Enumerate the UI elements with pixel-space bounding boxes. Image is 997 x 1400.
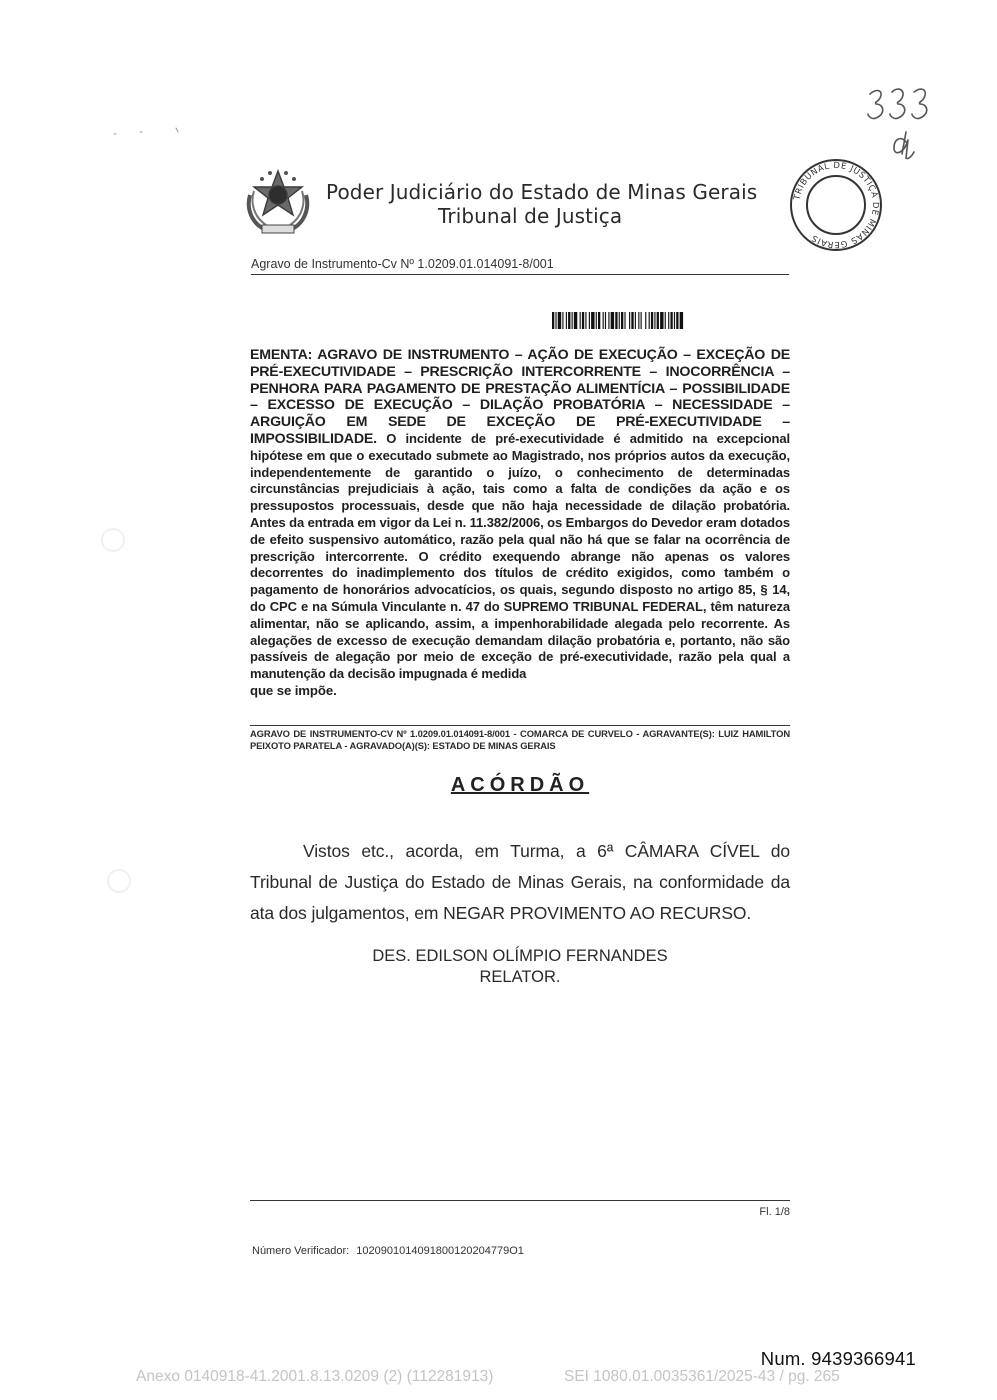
- ementa-heading: EMENTA: AGRAVO DE INSTRUMENTO – AÇÃO DE EXECUÇÃO – EXCEÇÃO DE PRÉ-EXECUTIVIDADE – PRESCRIÇÃO INTERCORRENTE – INOCORRÊNCIA – PENHORA PARA PAGAMENTO DE PRESTAÇÃO ALIMENTÍCIA – POSSIBILIDADE – EXCESSO DE EXECUÇÃO – DILAÇÃO PROBATÓRIA – NECESSIDADE – ARGUIÇÃO EM SEDE DE EXCEÇÃO DE PRÉ-EXECUTIVIDADE – IMPOSSIBILIDADE.: [250, 347, 790, 447]
- sei-reference: SEI 1080.01.0035361/2025-43 / pg. 265: [564, 1368, 840, 1385]
- barcode-bar: [585, 312, 586, 329]
- barcode-bar: [651, 312, 653, 329]
- court-name-line2: Tribunal de Justiça: [438, 204, 623, 228]
- barcode-bar: [621, 312, 623, 329]
- barcode-icon: [552, 312, 788, 329]
- barcode-bar: [596, 312, 597, 329]
- barcode-bar: [598, 312, 600, 329]
- verificador-label: Número Verificador:: [252, 1245, 350, 1257]
- ementa-last-line: que se impõe.: [250, 682, 337, 698]
- barcode-bar: [580, 312, 581, 329]
- barcode-bar: [638, 312, 639, 329]
- barcode-bar: [582, 312, 584, 329]
- case-details: AGRAVO DE INSTRUMENTO-CV Nº 1.0209.01.014091-8/001 - COMARCA DE CURVELO - AGRAVANTE(S): LUIZ HAMILTON PEIXOTO PARATELA - AGRAVADO(A)(S): ESTADO DE MINAS GERAIS: [250, 725, 790, 752]
- annex-reference: Anexo 0140918-41.2001.8.13.0209 (2) (112281913): [136, 1368, 494, 1385]
- verificador-line: [252, 1245, 752, 1257]
- barcode-bar: [562, 312, 563, 329]
- page-folha: Fl. 1/8: [759, 1206, 790, 1218]
- barcode-bar: [608, 312, 609, 329]
- decision-text: Vistos etc., acorda, em Turma, a 6ª CÂMARA CÍVEL do Tribunal de Justiça do Estado de Minas Gerais, na conformidade da ata dos julgamentos, em NEGAR PROVIMENTO AO RECURSO.: [250, 841, 790, 923]
- barcode-bar: [566, 312, 567, 329]
- barcode-bar: [589, 312, 590, 329]
- ementa-body: O incidente de pré-executividade é admitido na excepcional hipótese em que o executado submete ao Magistrado, nos próprios autos da execução, independentemente de garantido o juízo, o conhecimento de determinadas circunstâncias prejudiciais à ação, tais como a falta de condições da ação e os pressupostos processuais, desde que não haja necessidade de dilação probatória. Antes da entrada em vigor da Lei n. 11.382/2006, os Embargos do Devedor eram dotados de efeito suspensivo automático, razão pela qual não há que se falar na ocorrência de prescrição intercorrente. O crédito exequendo abrange não apenas os valores decorrentes do inadimplemento dos títulos de crédito exigidos, como também o pagamento de honorários advocatícios, os quais, segundo disposto no artigo 85, § 14, do CPC e na Súmula Vinculante n. 47 do SUPREMO TRIBUNAL FEDERAL, têm natureza alimentar, não se aplicando, assim, a impenhorabilidade alegada pelo recorrente. As alegações de excesso de execução demandam dilação probatória e, portanto, não são passíveis de alegação por meio de exceção de pré-executividade, razão pela qual a manutenção da decisão impugnada é medida: [250, 430, 790, 682]
- barcode-bar: [676, 312, 678, 329]
- barcode-bar: [649, 312, 650, 329]
- barcode-bar: [670, 312, 672, 329]
- acordao-title: ACÓRDÃO: [450, 774, 590, 796]
- barcode-bar: [615, 312, 617, 329]
- barcode-bar: [660, 312, 663, 329]
- faint-scan-circle: [98, 525, 128, 555]
- barcode-bar: [619, 312, 620, 329]
- barcode-bar: [635, 312, 636, 329]
- scan-marks: [110, 120, 200, 140]
- tribunal-de-justica-minas-gerais-stamp-icon: [788, 157, 884, 253]
- minas-gerais-coat-of-arms-icon: [240, 165, 316, 241]
- barcode-bar: [558, 312, 561, 329]
- footer-rule: [250, 1200, 790, 1201]
- barcode-bar: [631, 312, 633, 329]
- signature-name: DES. EDILSON OLÍMPIO FERNANDES: [372, 947, 668, 965]
- barcode-bar: [605, 312, 606, 329]
- barcode-bar: [657, 312, 659, 329]
- svg-text:TRIBUNAL DE JUSTIÇA DE MINAS G: TRIBUNAL DE JUSTIÇA DE MINAS GERAIS: [792, 160, 881, 250]
- barcode-bar: [680, 312, 683, 329]
- case-number-line: Agravo de Instrumento-Cv Nº 1.0209.01.014091-8/001: [251, 256, 789, 275]
- signature-block: [300, 946, 740, 988]
- barcode-bar: [654, 312, 655, 329]
- barcode-bar: [568, 312, 570, 329]
- barcode-bar: [624, 312, 625, 329]
- barcode-bar: [591, 312, 594, 329]
- barcode-bar: [641, 312, 642, 329]
- barcode-bar: [674, 312, 675, 329]
- barcode-bar: [668, 312, 669, 329]
- barcode-bar: [629, 312, 630, 329]
- court-name: [326, 180, 786, 228]
- barcode-bar: [552, 312, 554, 329]
- barcode-bar: [611, 312, 614, 329]
- document-num-stamp: Num. 9439366941: [760, 1348, 916, 1369]
- signature-role: RELATOR.: [479, 968, 561, 986]
- verificador-value: 1020901014091800120204779O1: [356, 1245, 524, 1257]
- barcode-bar: [665, 312, 666, 329]
- barcode-bar: [574, 312, 577, 329]
- barcode-bar: [555, 312, 556, 329]
- barcode-bar: [645, 312, 646, 329]
- ementa-summary: [250, 347, 790, 700]
- barcode-bar: [603, 312, 604, 329]
- barcode-bar: [572, 312, 573, 329]
- court-name-line1: Poder Judiciário do Estado de Minas Gerais: [326, 180, 758, 204]
- faint-scan-circle: [104, 866, 134, 896]
